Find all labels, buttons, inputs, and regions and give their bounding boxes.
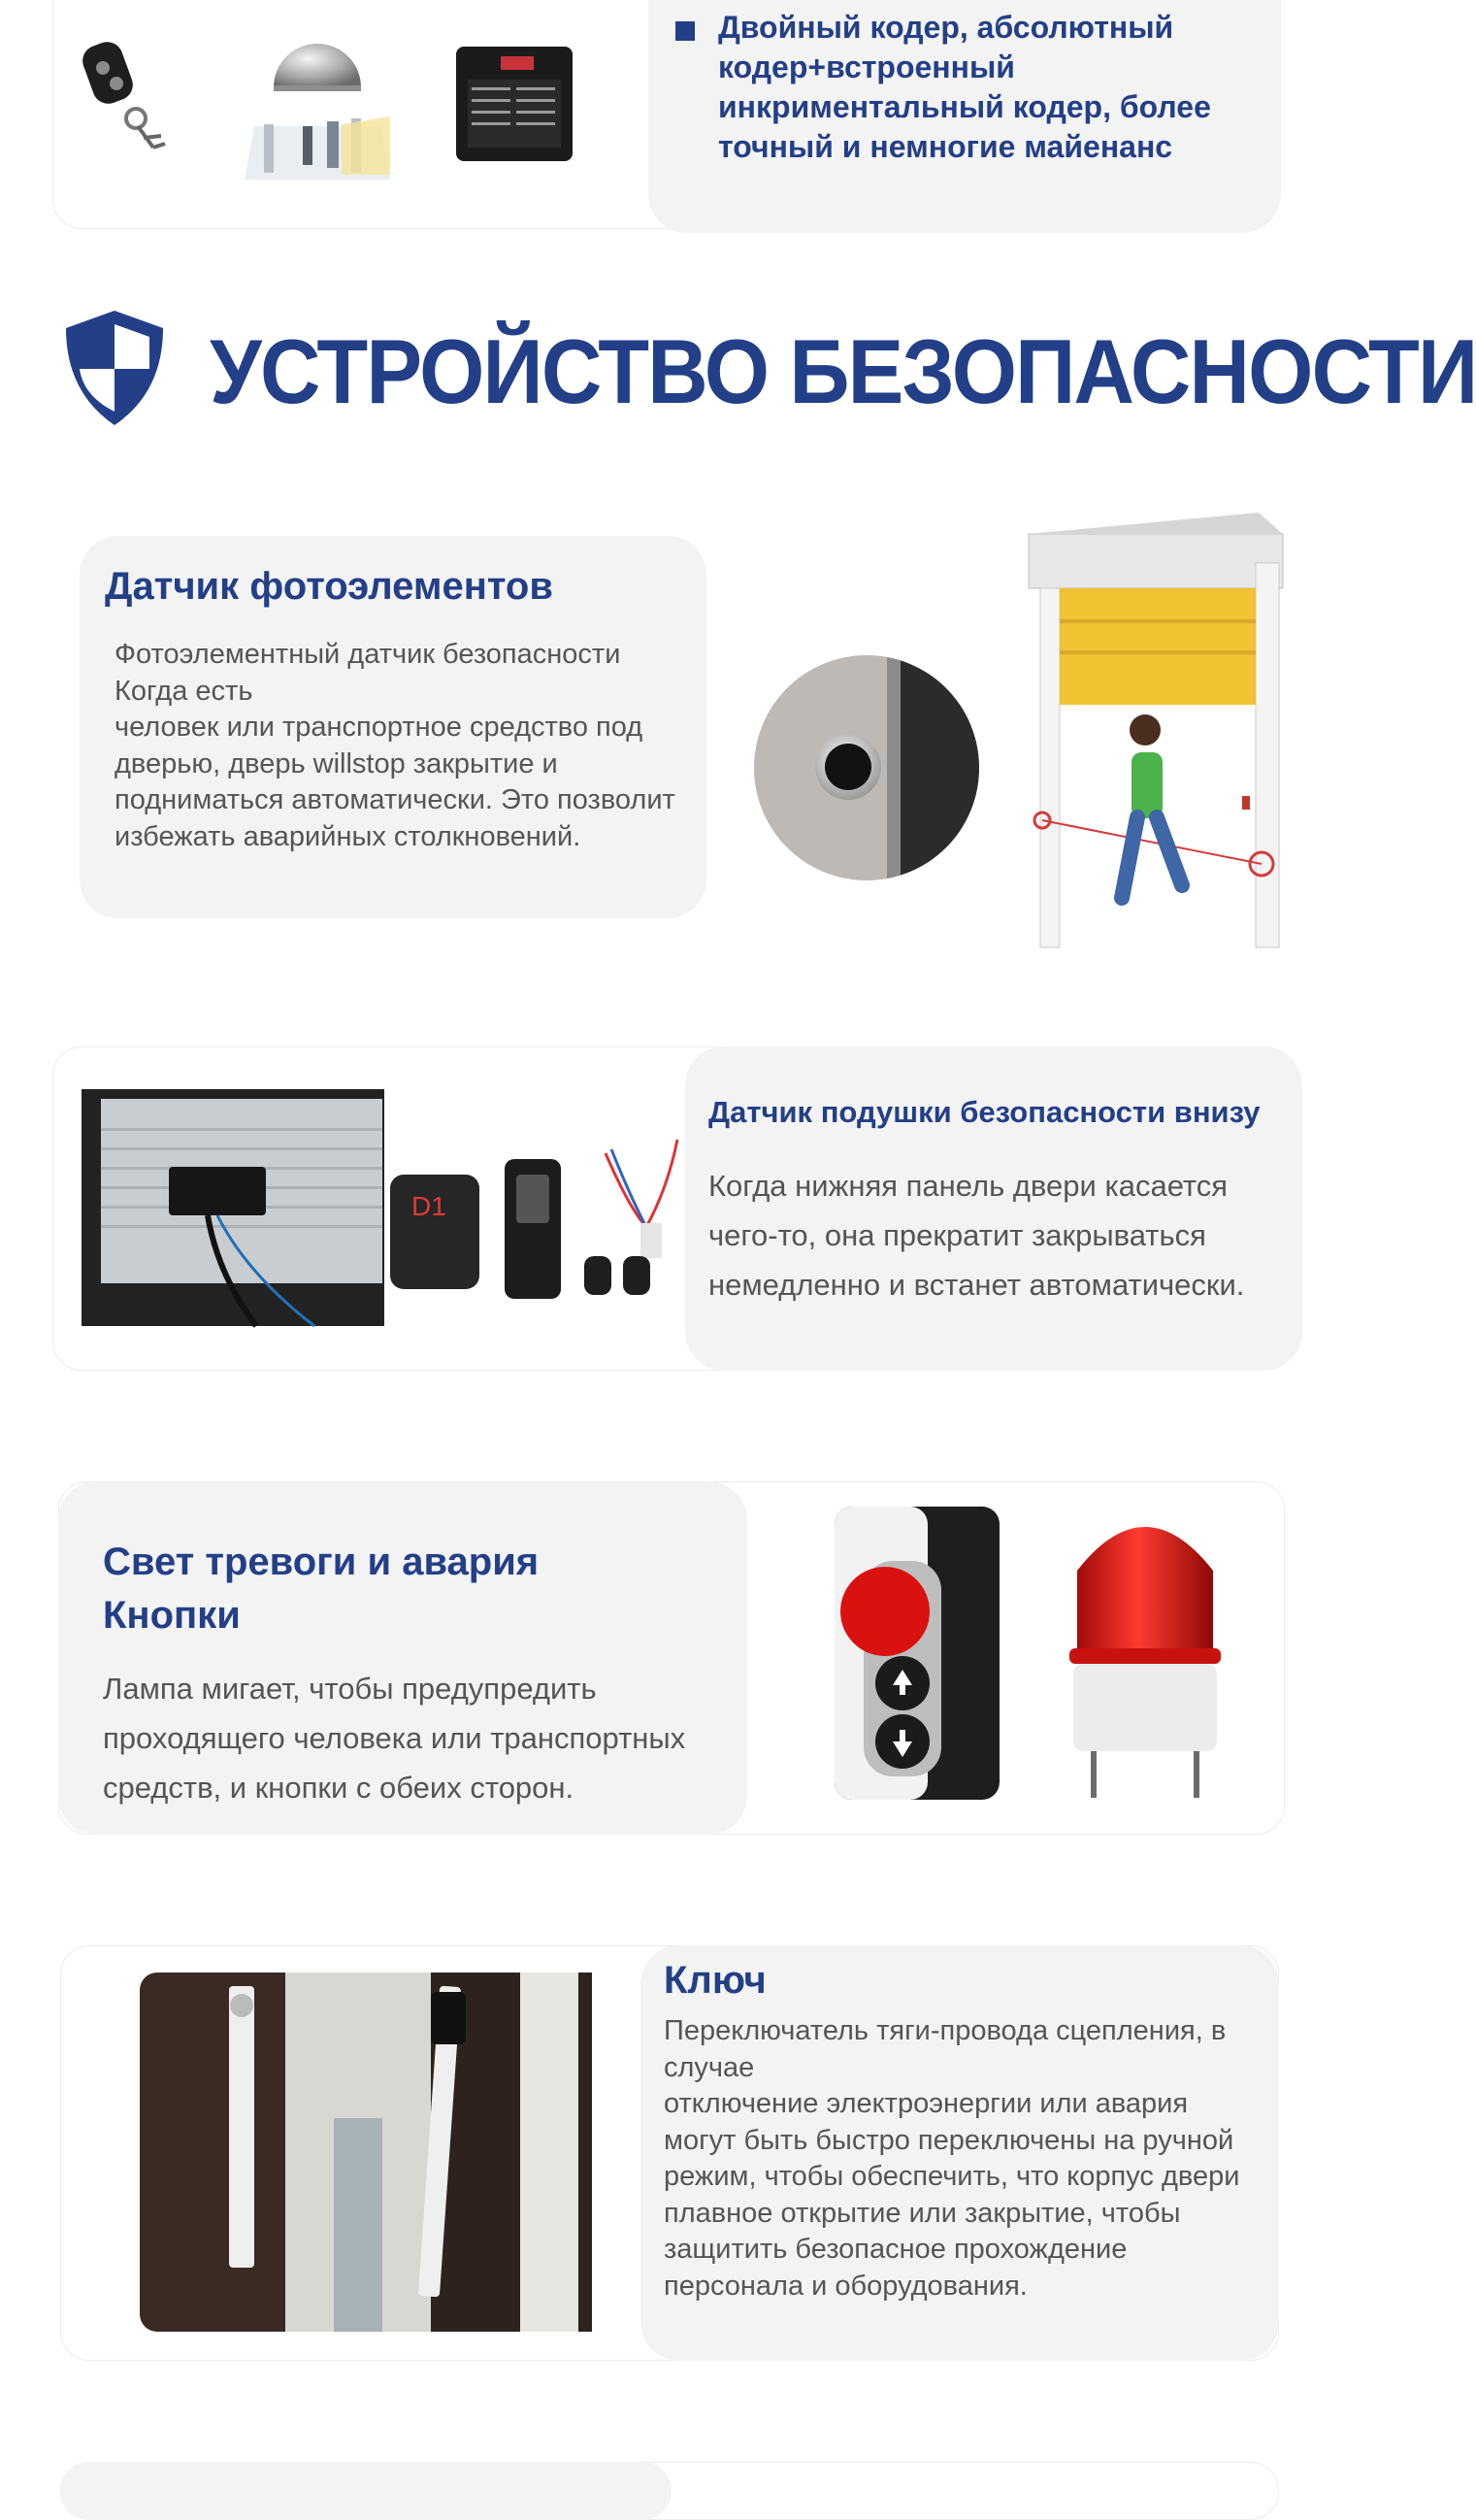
door-with-person-image	[1011, 505, 1285, 951]
key-panel	[640, 1945, 1279, 2361]
safety-edge-photo-image	[82, 1089, 384, 1326]
key-text: Переключатель тяги-провода сцепления, в случае отключение электроэнергии или авария могут быть быстро переключены на ручной режим, чтобы обеспечить, что корпус двери плавное открытие или закрытие, чтобы защитить безопасное прохождение персонала и оборудования.	[664, 2015, 1240, 2302]
loop-detector-image	[448, 29, 580, 175]
photo-sensor-panel	[80, 536, 706, 918]
safety-edge-panel	[685, 1046, 1302, 1371]
photo-sensor-closeup-image	[753, 654, 980, 881]
emergency-button-box-image	[815, 1503, 1000, 1804]
svg-text:D1	[411, 1191, 446, 1221]
next-panel-partial	[60, 2462, 672, 2520]
alarm-lamp-image	[1058, 1503, 1232, 1806]
dome-sensor-image	[235, 10, 400, 184]
photo-sensor-title: Датчик фотоэлементов	[105, 565, 553, 608]
safety-edge-text: Когда нижняя панель двери касается чего-то, она прекратит закрываться немедленно и встанет автоматически.	[708, 1169, 1245, 1302]
alarm-text: Лампа мигает, чтобы предупредить проходящего человека или транспортных средств, и кнопки с обеих сторон.	[103, 1672, 686, 1805]
alarm-panel	[58, 1481, 747, 1835]
safety-edge-devices-image	[386, 1130, 685, 1310]
alarm-title: Свет тревоги и авария Кнопки	[103, 1541, 540, 1637]
device-label: D1	[411, 1191, 446, 1221]
photo-sensor-text: Фотоэлементный датчик безопасности Когда есть человек или транспортное средство под дверью, дверь willstop закрытие и подниматься автоматически. Это позволит избежать аварийных столкновений.	[115, 639, 675, 852]
square-bullet-icon	[675, 21, 695, 41]
section-title: УСТРОЙСТВО БЕЗОПАСНОСТИ	[210, 320, 1476, 422]
shield-icon	[58, 307, 171, 429]
top-bullet-text: Двойный кодер, абсолютный кодер+встроенный инкриментальный кодер, более точный и немногие майенанс	[718, 10, 1211, 164]
top-bullet-panel	[648, 0, 1281, 233]
key-title: Ключ	[664, 1959, 767, 2002]
key-switch-photo-image	[140, 1973, 592, 2332]
remote-key-fob-image	[76, 29, 182, 165]
safety-edge-title: Датчик подушки безопасности внизу	[708, 1095, 1261, 1129]
